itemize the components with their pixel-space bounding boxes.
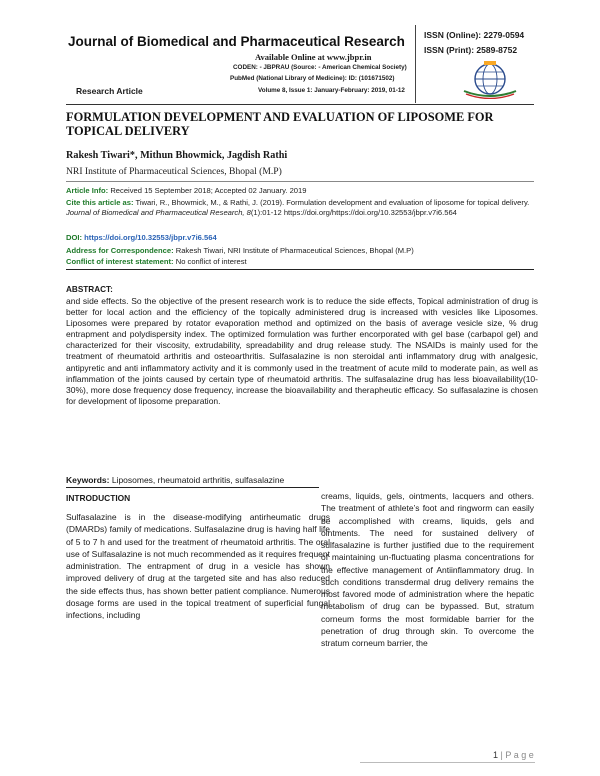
conflict-label: Conflict of interest statement: xyxy=(66,257,174,266)
affiliation: NRI Institute of Pharmaceutical Sciences, Bhopal (M.P) xyxy=(66,166,282,177)
keywords-text: Liposomes, rheumatoid arthritis, sulfasalazine xyxy=(109,475,285,485)
keywords xyxy=(66,475,536,485)
issn-print: ISSN (Print): 2589-8752 xyxy=(424,45,518,55)
available-online: Available Online at www.jbpr.in xyxy=(255,52,372,62)
intro-left-column: Sulfasalazine is in the disease-modifying antirheumatic drugs (DMARDs) family of medications. Sulfasalazine drug is having half life of 5 to 7 h and used for the treatment of rheumatoid arthritis. The oral use of Sulfasalazine is not much recommended as it requires frequent administration. The entrapment of drug in a vesicle has shown improved delivery of drug at the targeted site and has also reduced the side effects thus, has shown better patient compliance. Numerous dosage forms are used in the topical treatment of superficial fungal infections, including xyxy=(66,512,330,620)
abstract-heading: ABSTRACT: xyxy=(66,285,113,294)
journal-title: Journal of Biomedical and Pharmaceutical Research xyxy=(68,34,405,49)
page-label: | P a g e xyxy=(498,750,534,760)
title-rule xyxy=(66,181,534,182)
paper-title: FORMULATION DEVELOPMENT AND EVALUATION OF LIPOSOME FOR TOPICAL DELIVERY xyxy=(66,110,494,138)
page-number: 1 xyxy=(493,750,499,760)
header-divider xyxy=(415,25,416,103)
abstract-body: and side effects. So the objective of the present research work is to reduce the side effects, Topical administration of drug is better for local action and the efficiency of the topically administered drug is increased with vesicles like Liposomes. Liposomes were prepared by rotator evaporation method and optimized on the basis of average vesicle size, % drug entrapment and polydispersity index. The optimized formulation was further encorporated with gel base (carbapol gel) and characterized for their viscosity, extrudability, spreadability and drug release study. The NSAIDs is mainly used for the treatment of rheumatoid arthritis and osteoarthritis. Sulfasalazine is non steroidal anti inflammatory drug with analgesic, antipyretic and anti inflammatory activity and it is commonly used in the treatment of acute mild to moderate pain, as well as inflammation of the joints caused by certain type of rheumatoid arthritis. The sulfasalazine drug has less bioavailability(10-30%), more dose frequency dose frequency, increase the bioavailability and therapheutic efficacy. So sulfasalazine is chosen for development of liposome preparation. xyxy=(66,296,538,406)
address-text: Rakesh Tiwari, NRI Institute of Pharmaceutical Sciences, Bhopal (M.P) xyxy=(173,246,414,255)
article-info xyxy=(66,186,538,196)
cite-label: Cite this article as: xyxy=(66,198,134,207)
cite-text-1: Tiwari, R., Bhowmick, M., & Rathi, J. (2019). Formulation development and evaluation of liposome for topical delivery. xyxy=(133,198,530,207)
citation xyxy=(66,198,538,217)
cite-text-2: (1):01-12 https://doi.org/https://doi.org/10.32553/jbpr.v7i6.564 xyxy=(250,207,457,217)
article-type: Research Article xyxy=(76,86,143,96)
article-info-text: Received 15 September 2018; Accepted 02 January. 2019 xyxy=(108,186,307,195)
cite-journal: Journal of Biomedical and Pharmaceutical Research, 8 xyxy=(66,207,251,217)
pubmed-line: PubMed (National Library of Medicine): ID: (101671502) xyxy=(230,75,395,82)
page-footer xyxy=(493,750,534,760)
footer-rule xyxy=(360,762,535,763)
doi-line xyxy=(66,233,538,243)
header-rule xyxy=(66,104,534,105)
article-info-label: Article Info: xyxy=(66,186,109,195)
doi-link[interactable]: https://doi.org/10.32553/jbpr.v7i6.564 xyxy=(84,233,217,242)
address-label: Address for Correspondence: xyxy=(66,246,174,255)
intro-right-column: creams, liquids, gels, ointments, lacquers and others. The treatment of athlete’s foot and ringworm can easily be accomplished with creams, liquids, gels and ointments. The need for sustained delivery of sulfasalazine is further justified due to the requirement of maintaining un-fluctuating plasma concentrations for the effective management of Antiinflammatory drug. In such conditions transdermal drug delivery remains the most favored mode of administration where the hepatic metabolism of drug can be bypassed. But, stratum corneum forms the most formidable barrier for the penetration of drug through skin. To overcome the stratum corneum barrier, the xyxy=(321,491,534,648)
authors: Rakesh Tiwari*, Mithun Bhowmick, Jagdish Rathi xyxy=(66,150,288,161)
info-rule xyxy=(66,269,534,270)
doi-label: DOI: xyxy=(66,233,83,242)
conflict-statement xyxy=(66,257,538,267)
keywords-rule xyxy=(66,487,319,488)
volume-issue: Volume 8, Issue 1: January-February: 2019, 01-12 xyxy=(258,87,405,94)
issn-online: ISSN (Online): 2279-0594 xyxy=(424,30,525,40)
keywords-label: Keywords: xyxy=(66,475,110,485)
correspondence xyxy=(66,246,538,256)
conflict-text: No conflict of interest xyxy=(173,257,247,266)
coden-line: CODEN: - JBPRAU (Source: - American Chemical Society) xyxy=(233,64,407,71)
introduction-heading: INTRODUCTION xyxy=(66,493,131,503)
journal-logo xyxy=(462,59,518,99)
